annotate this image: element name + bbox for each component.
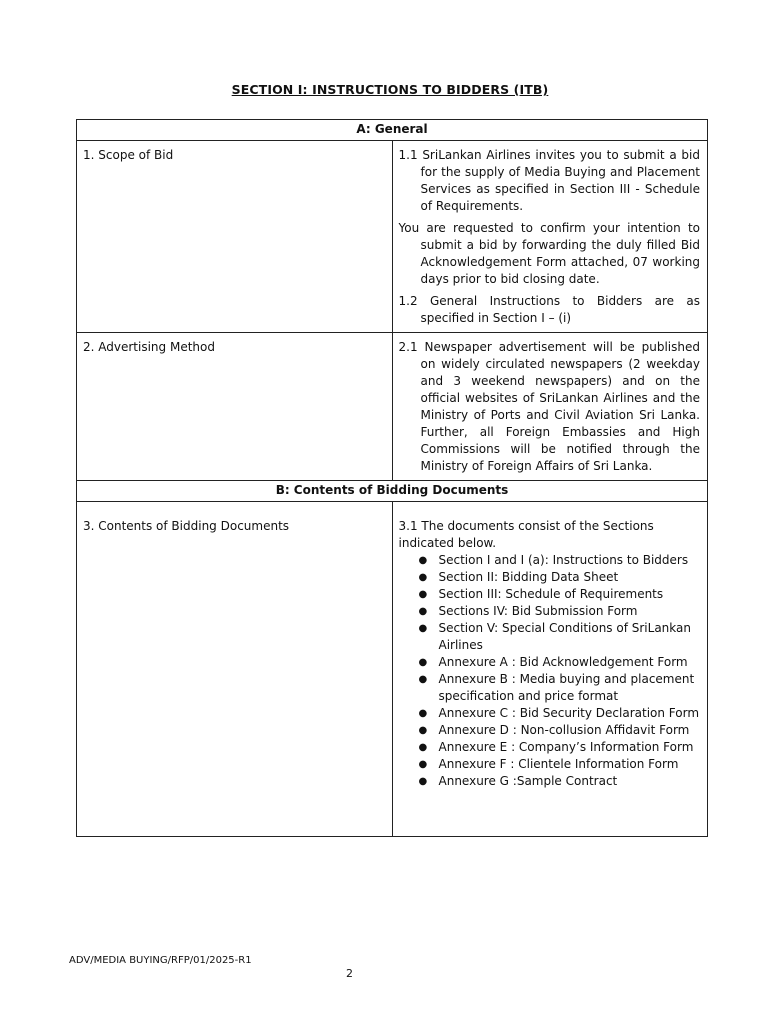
list-item-text: Annexure D : Non-collusion Affidavit Form bbox=[438, 723, 690, 737]
bullet-icon: ● bbox=[418, 725, 428, 736]
row-content bbox=[392, 141, 708, 333]
section-header-row bbox=[77, 120, 708, 141]
bullet-icon: ● bbox=[418, 606, 428, 617]
list-item bbox=[399, 739, 701, 756]
list-item-text: Annexure G :Sample Contract bbox=[438, 774, 618, 788]
page-number: 2 bbox=[346, 967, 353, 980]
list-item-text: Annexure B : Media buying and placement specification and price format bbox=[438, 672, 695, 703]
list-item-text: Annexure E : Company’s Information Form bbox=[438, 740, 694, 754]
list-item-text: Sections IV: Bid Submission Form bbox=[438, 604, 638, 618]
list-item bbox=[399, 756, 701, 773]
row-label: 3. Contents of Bidding Documents bbox=[77, 502, 393, 837]
list-item bbox=[399, 552, 701, 569]
bullet-icon: ● bbox=[418, 759, 428, 770]
list-item bbox=[399, 671, 701, 705]
clause-1-1: 1.1 SriLankan Airlines invites you to submit a bid for the supply of Media Buying and Placement Services as specified in Section III - Schedule of Requirements. bbox=[398, 148, 700, 213]
document-reference: ADV/MEDIA BUYING/RFP/01/2025-R1 bbox=[69, 955, 252, 966]
list-item-text: Annexure A : Bid Acknowledgement Form bbox=[438, 655, 688, 669]
clause-confirm-intention: You are requested to confirm your intention to submit a bid by forwarding the duly filled Bid Acknowledgement Form attached, 07 working days prior to bid closing date. bbox=[398, 221, 700, 286]
page-title: SECTION I: INSTRUCTIONS TO BIDDERS (ITB) bbox=[231, 82, 549, 97]
bullet-icon: ● bbox=[418, 589, 428, 600]
bullet-icon: ● bbox=[418, 776, 428, 787]
list-item bbox=[399, 620, 701, 654]
list-item-text: Section III: Schedule of Requirements bbox=[438, 587, 664, 601]
itb-table bbox=[76, 119, 708, 837]
list-item bbox=[399, 569, 701, 586]
bullet-icon: ● bbox=[418, 708, 428, 719]
list-item-text: Section V: Special Conditions of SriLankan Airlines bbox=[438, 621, 691, 652]
table-row bbox=[77, 141, 708, 333]
clause-3-1: 3.1 The documents consist of the Sections indicated below. bbox=[398, 519, 654, 550]
row-content bbox=[392, 502, 708, 837]
list-item bbox=[399, 586, 701, 603]
list-item bbox=[399, 722, 701, 739]
list-item-text: Section II: Bidding Data Sheet bbox=[438, 570, 619, 584]
list-item bbox=[399, 654, 701, 671]
row-label: 1. Scope of Bid bbox=[77, 141, 393, 333]
clause-2-1: 2.1 Newspaper advertisement will be published on widely circulated newspapers (2 weekday and 3 weekend newspapers) and on the official websites of SriLankan Airlines and the Ministry of Ports and Civil Aviation Sri Lanka. Further, all Foreign Embassies and High Commissions will be notified through the Ministry of Foreign Affairs of Sri Lanka. bbox=[398, 340, 700, 473]
list-item-text: Annexure F : Clientele Information Form bbox=[438, 757, 679, 771]
bullet-icon: ● bbox=[418, 742, 428, 753]
bullet-icon: ● bbox=[418, 572, 428, 583]
row-label: 2. Advertising Method bbox=[77, 333, 393, 481]
row-content bbox=[392, 333, 708, 481]
list-item bbox=[399, 603, 701, 620]
clause-1-2: 1.2 General Instructions to Bidders are as specified in Section I – (i) bbox=[398, 294, 700, 325]
documents-list bbox=[399, 552, 701, 790]
section-a-heading: A: General bbox=[77, 120, 708, 141]
table-row bbox=[77, 333, 708, 481]
bullet-icon: ● bbox=[418, 674, 428, 685]
bullet-icon: ● bbox=[418, 555, 428, 566]
bullet-icon: ● bbox=[418, 657, 428, 668]
section-b-heading: B: Contents of Bidding Documents bbox=[77, 481, 708, 502]
table-row bbox=[77, 502, 708, 837]
list-item-text: Section I and I (a): Instructions to Bidders bbox=[438, 553, 689, 567]
bullet-icon: ● bbox=[418, 623, 428, 634]
list-item-text: Annexure C : Bid Security Declaration Form bbox=[438, 706, 700, 720]
section-header-row bbox=[77, 481, 708, 502]
list-item bbox=[399, 773, 701, 790]
list-item bbox=[399, 705, 701, 722]
